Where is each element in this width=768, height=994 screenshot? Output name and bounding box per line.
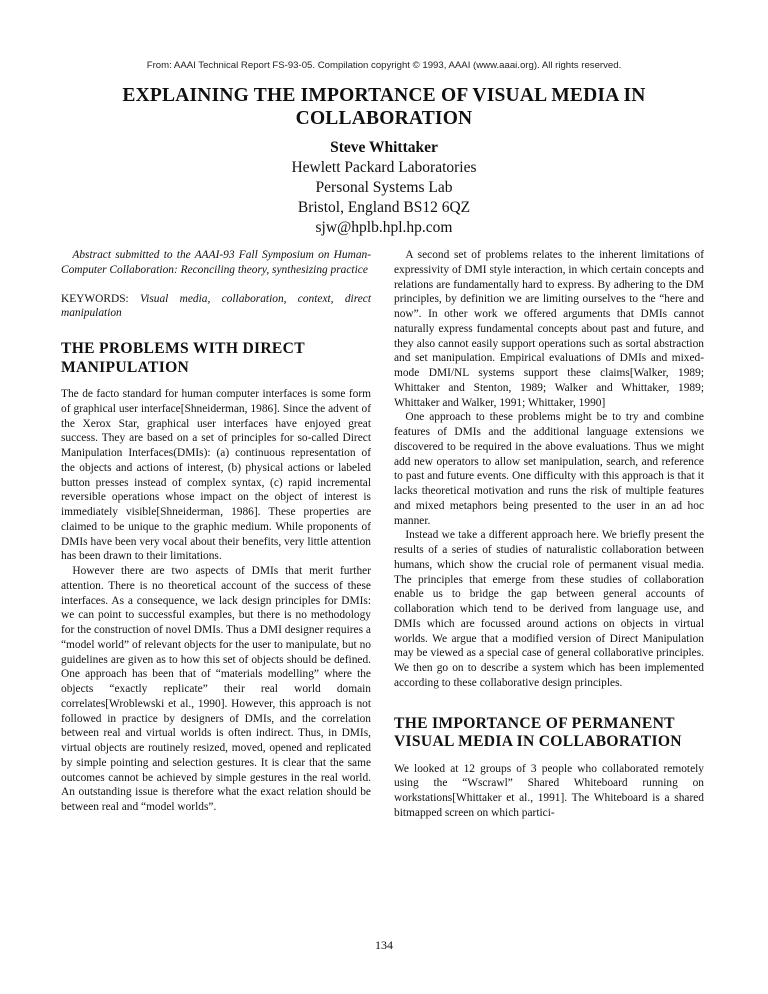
affiliation-line: Personal Systems Lab [315,179,453,196]
author-block [0,138,768,238]
section-heading: THE PROBLEMS WITH DIRECT MANIPULATION [61,340,305,376]
paragraph: Instead we take a different approach here. We briefly present the results of a series of studies of naturalistic collaboration between humans, which show the crucial role of permanent visual media. The principles that emerge from these studies of collaboration enable us to bridge the gap between general accounts of collaboration which tend to be derived from language use, and DMIs which are focussed around actions on objects in virtual worlds. We argue that a modified version of Direct Manipulation may be viewed as a special case of general collaborative principles. We then go on to describe a system which has been implemented according to these collaborative design principles. [394,529,704,689]
paragraph: One approach to these problems might be to try and combine features of DMIs and the additional language extensions we discovered to be required in the above evaluations. Thus we might add new operators to allow set manipulation, search, and reference to past and future events. One difficulty with this approach is that it lacks theoretical motivation and runs the risk of multiple features and mixed metaphors being presented to the user in an ad hoc manner. [394,411,704,527]
affiliation-line: Bristol, England BS12 6QZ [297,199,471,216]
author-email: sjw@hplb.hpl.hp.com [315,219,453,236]
abstract-note: Abstract submitted to the AAAI-93 Fall Symposium on Human-Computer Collaboration: Reconciling theory, synthesizing practice [61,249,371,276]
paper-title: EXPLAINING THE IMPORTANCE OF VISUAL MEDIA IN COLLABORATION [122,85,646,129]
paragraph: However there are two aspects of DMIs that merit further attention. There is no theoretical account of the success of these interfaces. As a consequence, we lack design principles for DMIs: we can point to successful examples, but there is no methodology for the construction of novel DMIs. Thus a DMI designer requires a “model world” of relevant objects for the user to manipulate, but no guidelines are given as to how this set of objects should be defined. One approach has been that of “materials modelling” where the objects “exactly replicate” their real world domain correlates[Wroblewski et al., 1990]. However, this approach is not followed in practice by designers of DMIs, and the correlation between real and virtual worlds is often indirect. Thus, in DMIs, virtual objects are routinely resized, moved, opened and replicated by simple pointing and selection gestures. It is clear that the same outcomes cannot be achieved by simple gestures in the real world. An outstanding issue is therefore what the exact relation should be between real and “model worlds”. [61,565,371,813]
copyright-notice: From: AAAI Technical Report FS-93-05. Compilation copyright © 1993, AAAI (www.aaai.org). All rights reserved. [146,60,622,71]
section-heading: THE IMPORTANCE OF PERMANENT VISUAL MEDIA IN COLLABORATION [394,714,682,750]
paragraph: The de facto standard for human computer interfaces is some form of graphical user interface[Shneiderman, 1986]. Since the advent of the Xerox Star, graphical user interfaces have enjoyed great success. They are based on a set of principles for so-called Direct Manipulation Interfaces(DMIs): (a) continuous representation of the objects and actions of interest, (b) physical actions or labeled button presses instead of complex syntax, (c) rapid incremental reversible operations whose impact on the object of interest is immediately visible[Shneiderman, 1986]. These properties are claimed to be unique to the graphic medium. While proponents of DMIs have been very vocal about their benefits, very little attention has been drawn to their limitations. [61,388,371,563]
paragraph: A second set of problems relates to the inherent limitations of expressivity of DMI style interaction, in which certain concepts and relations are fundamentally hard to express. By adhering to the DM principles, by definition we are limiting ourselves to the “here and now”. In other work we offered arguments that DMIs cannot naturally express fundamental concepts about past and future, and they also cannot easily support operations such as sortal abstraction and set manipulation. Empirical evaluations of DMIs and mixed-mode DMI/NL systems support these claims[Walker, 1989; Whittaker and Stenton, 1989; Walker and Whittaker, 1989; Whittaker and Walker, 1991; Whittaker, 1990] [394,249,704,409]
right-column [394,248,704,821]
page-number: 134 [375,938,393,952]
keywords [61,292,371,322]
author-name: Steve Whittaker [330,139,438,156]
left-column [61,248,371,815]
affiliation-line: Hewlett Packard Laboratories [291,159,477,176]
keywords-list: Visual media, collaboration, context, direct manipulation [61,292,371,320]
keywords-label: KEYWORDS: [61,292,129,305]
paragraph: We looked at 12 groups of 3 people who collaborated remotely using the “Wscrawl” Shared Whiteboard running on workstations[Whittaker et al., 1991]. The Whiteboard is a shared bitmapped screen on which partici- [394,762,704,819]
